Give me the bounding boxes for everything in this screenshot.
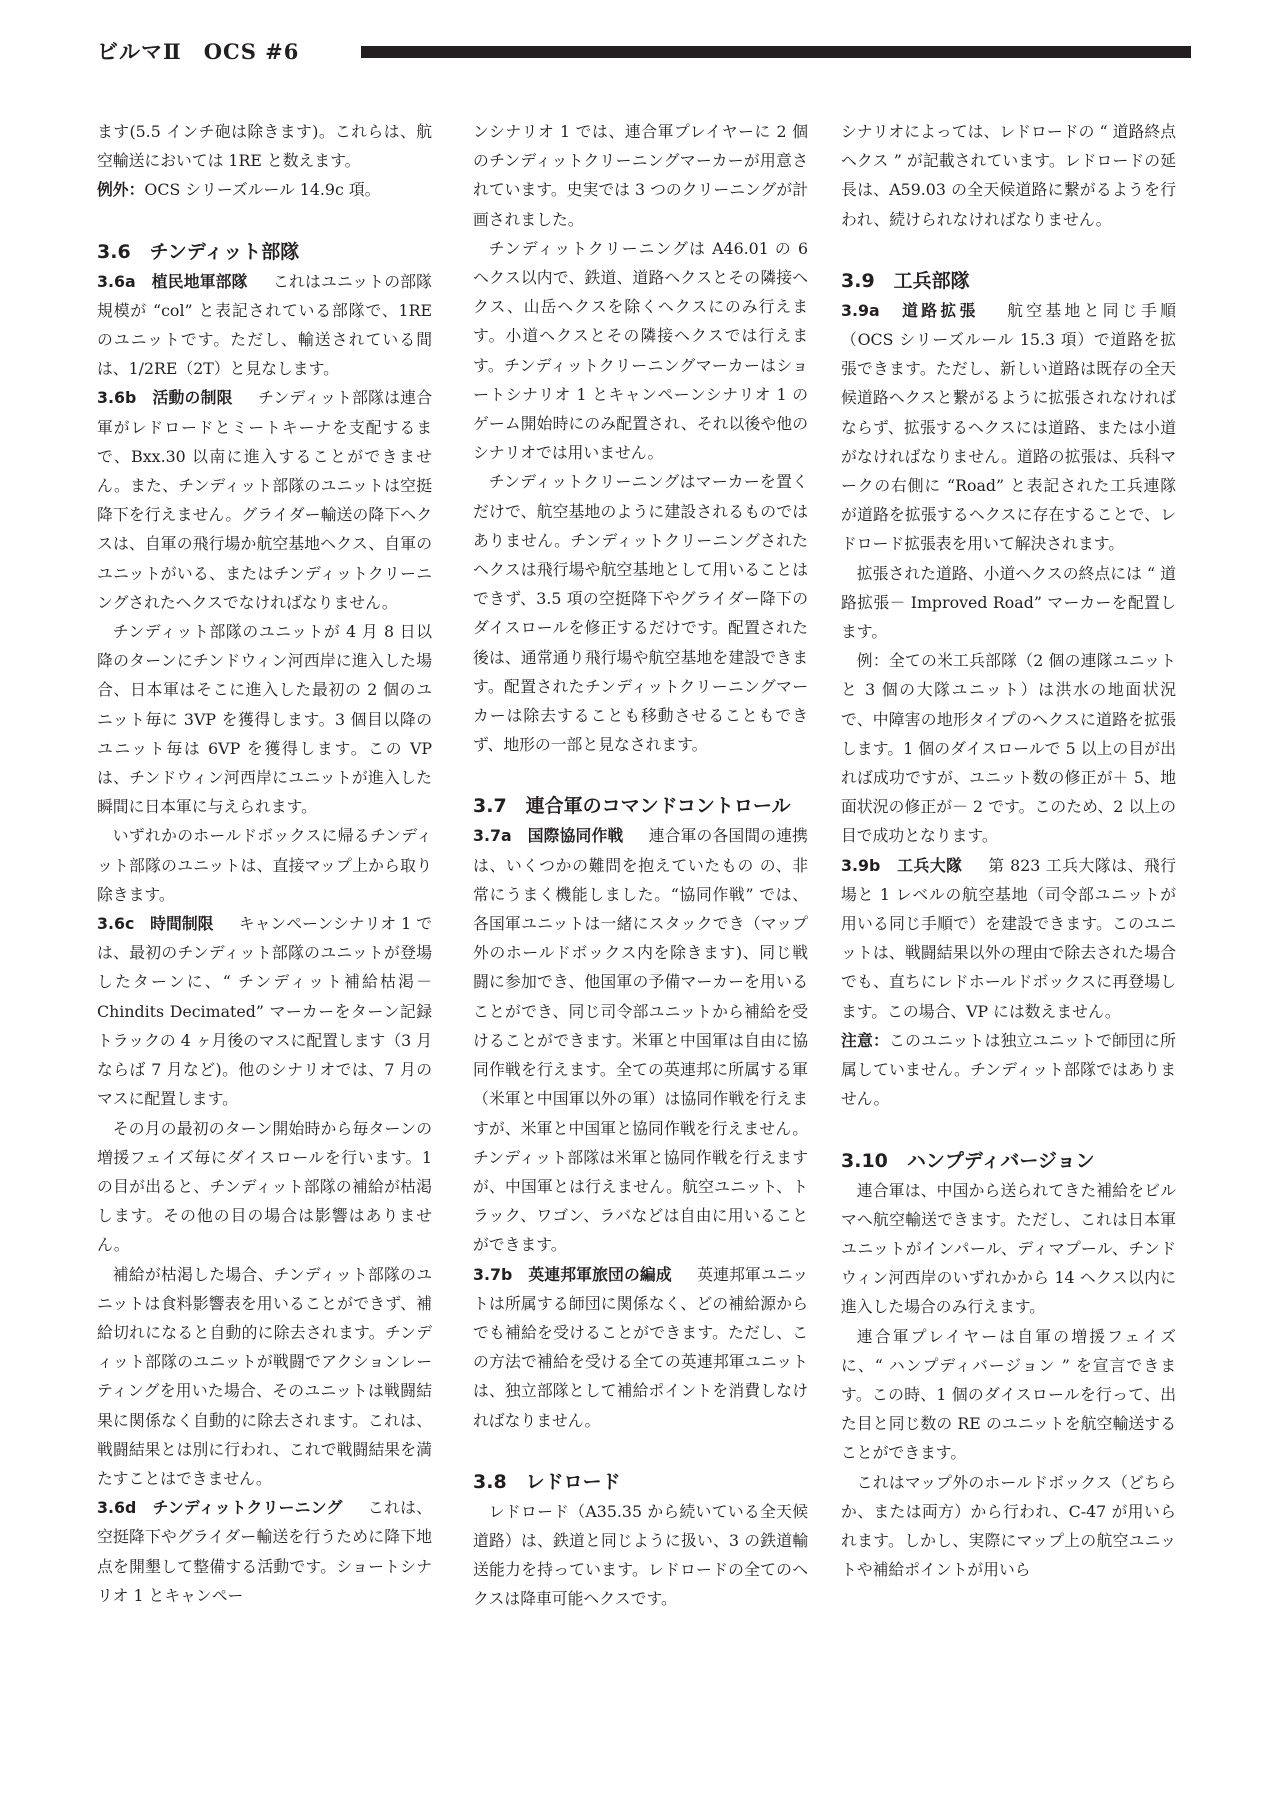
exception-text: OCS シリーズルール 14.9c 項。 (144, 180, 381, 200)
section-heading-3-9: 3.9 工兵部隊 (841, 269, 970, 292)
rule-head: 3.6b 活動の制限 (97, 388, 233, 408)
paragraph: チンディットクリーニングはマーカーを置くだけで、航空基地のように建設されるものではありません。チンディットクリーニングされたヘクスは飛行場や航空基地として用いることはできず、3.5 項の空挺降下やグライダー降下のダイスロールを修正するだけです。配置された後は、通常通り飛行場や航空基地を建設できます。配置されたチンディットクリーニングマーカーは除去することも移動させることもできず、地形の一部と見なされます。 (473, 472, 808, 755)
paragraph: ます(5.5 インチ砲は除きます)。これらは、航空輸送においては 1RE と数えます。 (97, 122, 432, 171)
rule-head: 3.7b 英連邦軍旅団の編成 (473, 1264, 672, 1284)
paragraph: これはマップ外のホールドボックス（どちらか、または両方）から行われ、C-47 が用いられます。しかし、実際にマップ上の航空ユニットや補給ポイントが用いら (841, 1472, 1176, 1580)
rule-text: これは、空挺降下やグライダー輸送を行うために降下地点を開墾して整備する活動です。ショートシナリオ 1 とキャンペー (97, 1498, 432, 1605)
rule-text: 連合軍の各国間の連携は、いくつかの難問を抱えていたもの の、非常にうまく機能しました。“協同作戦” では、各国軍ユニットは一緒にスタックでき（マップ外のホールドボックス内を除きます)、同じ戦闘に参加でき、他国軍の予備マーカーを用いることができ、同じ司令部ユニットから補給を受けることができます。米軍と中国軍は自由に協同作戦を行えます。全ての英連邦に所属する軍（米軍と中国軍以外の軍）は協同作戦を行えますが、米軍と中国軍と協同作戦を行えません。チンディット部隊は米軍と協同作戦を行えますが、中国軍とは行えません。航空ユニット、トラック、ワゴン、ラバなどは自由に用いることができます。 (473, 826, 808, 1255)
paragraph: チンディット部隊のユニットが 4 月 8 日以降のターンにチンドウィン河西岸に進入した場合、日本軍はそこに進入した最初の 2 個のユニット毎に 3VP を獲得します。3 個目以降のユニット毎は 6VP を獲得します。この VP は、チンドウィン河西岸にユニットが進入した瞬間に日本軍に与えられます。 (97, 622, 432, 817)
rule-head: 3.9a 道路拡張 (841, 300, 979, 320)
rule-text: 英連邦軍ユニットは所属する師団に関係なく、どの補給源からでも補給を受けることができます。ただし、この方法で補給を受ける全ての英連邦軍ユニットは、独立部隊として補給ポイントを消費しなければなりません。 (473, 1264, 809, 1430)
rule-text: これはユニットの部隊規模が “col” と表記されている部隊で、1RE のユニットです。ただし、輸送されている間は、1/2RE（2T）と見なします。 (97, 271, 432, 379)
rule-3-6c (97, 909, 432, 1113)
caution-note (841, 1026, 1176, 1114)
rule-3-6b (97, 383, 432, 617)
exception-label: 例外： (97, 180, 145, 200)
column-1 (97, 117, 432, 1610)
section-heading-3-6: 3.6 チンディット部隊 (97, 240, 300, 263)
section-heading-3-7: 3.7 連合軍のコマンドコントロール (473, 795, 791, 818)
exception-note (97, 175, 432, 204)
paragraph: レドロード（A35.35 から続いている全天候道路）は、鉄道と同じように扱い、3 の鉄道輸送能力を持っています。レドロードの全てのヘクスは降車可能ヘクスです。 (473, 1501, 808, 1609)
paragraph: チンディットクリーニングは A46.01 の 6 ヘクス以内で、鉄道、道路ヘクスとその隣接ヘクス、山岳ヘクスを除くヘクスにのみ行えます。小道ヘクスとその隣接ヘクスでは行えます。チンディットクリーニングマーカーはショートシナリオ 1 とキャンペーンシナリオ 1 のゲーム開始時にのみ配置され、それ以後や他のシナリオでは用いません。 (473, 238, 808, 463)
rule-text: 航空基地と同じ手順（OCS シリーズルール 15.3 項）で道路を拡張できます。ただし、新しい道路は既存の全天候道路ヘクスと繋がるように拡張されなければならず、拡張するヘクスには道路、または小道がなければなりません。道路の拡張は、兵科マークの右側に “Road” と表記された工兵連隊が道路を拡張するヘクスに存在することで、レドロード拡張表を用いて解決されます。 (841, 300, 1176, 554)
rule-3-9b (841, 851, 1176, 1026)
page-header (97, 38, 1191, 68)
rule-3-7a (473, 821, 808, 1259)
rule-head: 3.6d チンディットクリーニング (97, 1498, 343, 1518)
paragraph: ンシナリオ 1 では、連合軍プレイヤーに 2 個のチンディットクリーニングマーカーが用意されています。史実では 3 つのクリーニングが計画されました。 (473, 122, 808, 229)
rule-head: 3.9b 工兵大隊 (841, 855, 963, 875)
rule-head: 3.6c 時間制限 (97, 914, 214, 934)
rule-3-6a (97, 267, 432, 384)
paragraph: 連合軍プレイヤーは自軍の増援フェイズに、“ ハンプディバージョン ” を宣言できます。この時、1 個のダイスロールを行って、出た目と同じ数の RE のユニットを航空輸送することができます。 (841, 1326, 1176, 1463)
paragraph: いずれかのホールドボックスに帰るチンディット部隊のユニットは、直接マップ上から取り除きます。 (97, 826, 432, 904)
column-2 (473, 117, 808, 1614)
caution-label: 注意： (841, 1030, 890, 1050)
rule-3-9a (841, 296, 1176, 559)
rule-3-6d (97, 1493, 432, 1610)
rule-text: 第 823 工兵大隊は、飛行場と 1 レベルの航空基地（司令部ユニットが用いる同じ手順で）を建設できます。このユニットは、戦闘結果以外の理由で除去された場合でも、直ちにレドホールドボックスに再登場します。この場合、VP には数えません。 (841, 855, 1176, 1021)
rule-3-7b (473, 1260, 808, 1435)
header-rule (361, 46, 1191, 58)
running-title: ビルマⅡ OCS #6 (97, 39, 300, 64)
rule-text: キャンペーンシナリオ 1 では、最初のチンディット部隊のユニットが登場したターンに、“ チンディット補給枯渇－ Chindits Decimated” マーカーをターン記録トラックの 4 ヶ月後のマスに配置します（3 月ならば 7 月など)。他のシナリオでは、7 月のマスに配置します。 (97, 914, 432, 1109)
column-3 (841, 117, 1176, 1584)
example-paragraph: 例：全ての米工兵部隊（2 個の連隊ユニットと 3 個の大隊ユニット）は洪水の地面状況で、中障害の地形タイプのヘクスに道路を拡張します。1 個のダイスロールで 5 以上の目が出れば成功ですが、ユニット数の修正が＋ 5、地面状況の修正が－ 2 です。このため、2 以上の目で成功となります。 (841, 651, 1176, 846)
rule-head: 3.6a 植民地軍部隊 (97, 271, 248, 291)
paragraph: 補給が枯渇した場合、チンディット部隊のユニットは食料影響表を用いることができず、補給切れになると自動的に除去されます。チンディット部隊のユニットが戦闘でアクションレーティングを用いた場合、そのユニットは戦闘結果に関係なく自動的に除去されます。これは、戦闘結果とは別に行われ、これで戦闘結果を満たすことはできません。 (97, 1264, 432, 1488)
rule-head: 3.7a 国際協同作戦 (473, 826, 624, 846)
rule-text: チンディット部隊は連合軍がレドロードとミートキーナを支配するまで、Bxx.30 以南に進入することができません。また、チンディット部隊のユニットは空挺降下を行えません。グライダー輸送の降下ヘクスは、自軍の飛行場か航空基地ヘクス、自軍のユニットがいる、またはチンディットクリーニングされたヘクスでなければなりません。 (97, 388, 432, 612)
paragraph: シナリオによっては、レドロードの “ 道路終点ヘクス ” が記載されています。レドロードの延長は、A59.03 の全天候道路に繋がるようを行われ、続けられなければなりません。 (841, 122, 1176, 229)
section-heading-3-8: 3.8 レドロード (473, 1470, 621, 1493)
section-heading-3-10: 3.10 ハンプディバージョン (841, 1149, 1095, 1172)
paragraph: 拡張された道路、小道ヘクスの終点には “ 道路拡張－ Improved Road” マーカーを配置します。 (841, 563, 1176, 642)
caution-text: このユニットは独立ユニットで師団に所属していません。チンディット部隊ではありません。 (841, 1030, 1176, 1109)
paragraph: 連合軍は、中国から送られてきた補給をビルマへ航空輸送できます。ただし、これは日本軍ユニットがインパール、ディマプール、チンドウィン河西岸のいずれかから 14 ヘクス以内に進入した場合のみ行えます。 (841, 1180, 1176, 1317)
paragraph: その月の最初のターン開始時から毎ターンの増援フェイズ毎にダイスロールを行います。1 の目が出ると、チンディット部隊の補給が枯渇します。その他の目の場合は影響はありません。 (97, 1118, 432, 1255)
